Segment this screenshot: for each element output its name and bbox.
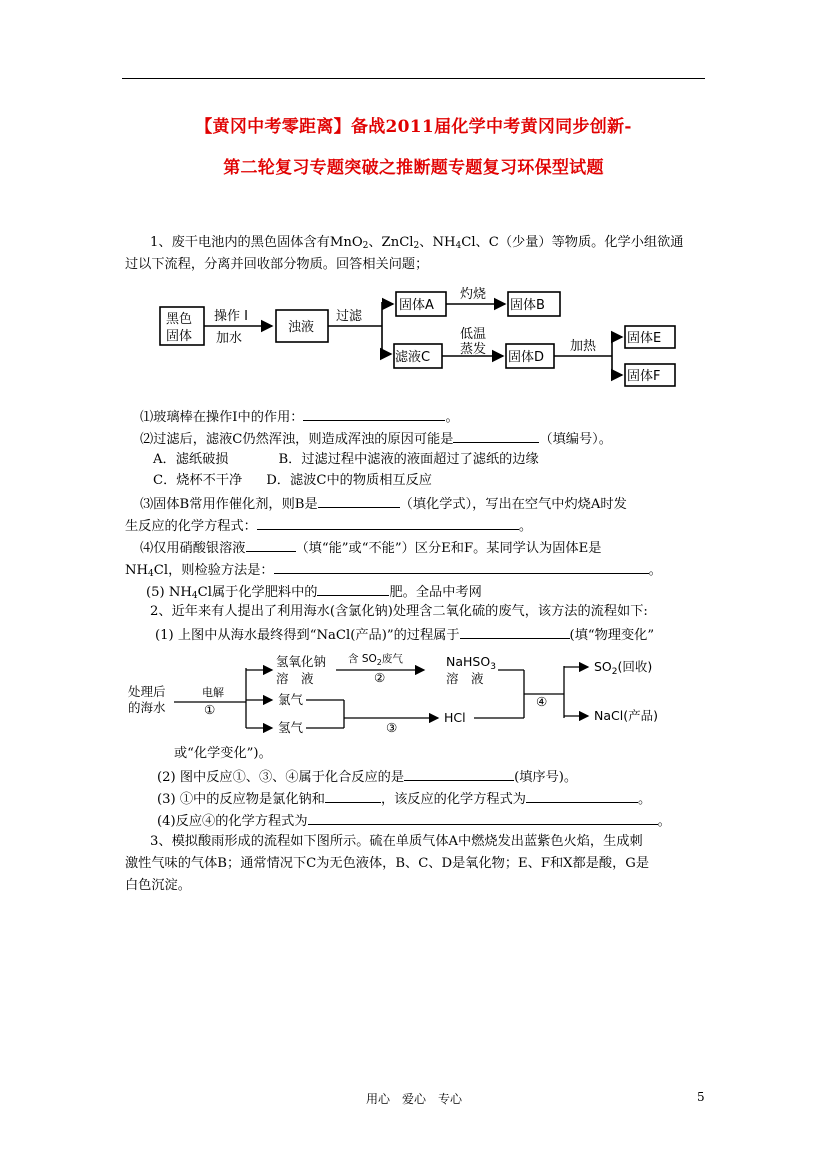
- solidB-label: 固体B: [510, 298, 545, 313]
- nacl-product-label: NaCl(产品): [594, 708, 658, 723]
- answer-blank[interactable]: [404, 767, 514, 781]
- naoh-label-2: 溶 液: [276, 671, 314, 686]
- solidA-label: 固体A: [399, 298, 434, 313]
- turbid-label: 浊液: [288, 320, 315, 335]
- lowtemp-label-1: 低温: [460, 327, 487, 342]
- q3-line-1: 3、模拟酸雨形成的流程如下图所示。硫在单质气体A中燃烧发出蓝紫色火焰，生成刺: [150, 834, 643, 849]
- solidE-label: 固体E: [627, 331, 662, 346]
- page-number: 5: [697, 1090, 705, 1104]
- lowtemp-label-2: 蒸发: [460, 342, 487, 357]
- so2-gas-label: 含 $SO_2$废气: [348, 653, 403, 667]
- answer-blank[interactable]: [246, 538, 296, 552]
- q2-part1-cont: 或“化学变化”)。: [174, 746, 272, 761]
- q1-intro-line-1: 1、废干电池内的黑色固体含有MnO$_2$、ZnCl$_2$、$NH_4Cl$、C（少量）等物质。化学小组欲通: [150, 235, 684, 251]
- seawater-label-2: 的海水: [128, 700, 166, 715]
- q3-line-3: 白色沉淀。: [125, 878, 191, 893]
- filtrateC-label: 滤液C: [395, 350, 431, 365]
- burn-label: 灼烧: [460, 287, 487, 302]
- q1-part4-cont: $NH_4Cl$，则检验方法是： 。: [125, 560, 662, 580]
- q1-intro-line-2: 过以下流程，分离并回收部分物质。回答相关问题；: [125, 257, 429, 272]
- chlorine-label: 氯气: [278, 692, 304, 707]
- q2-flow-diagram: [126, 646, 686, 742]
- footer-slogan: 用心 爱心 专心: [366, 1092, 463, 1106]
- option-c: C．烧杯不干净: [153, 473, 243, 488]
- q2-part2: (2) 图中反应①、③、④属于化合反应的是 (填序号)。: [157, 767, 577, 787]
- filter-label: 过滤: [336, 309, 363, 324]
- answer-blank[interactable]: [325, 789, 381, 803]
- answer-blank[interactable]: [317, 582, 389, 596]
- q1-flow-diagram: [150, 282, 690, 392]
- q1-part4: ⑷仅用硝酸银溶液 （填“能”或“不能”）区分E和F。某同学认为固体E是: [140, 538, 601, 558]
- hcl-label: HCl: [444, 710, 466, 725]
- nahso3-label-1: NaHSO$_3$: [446, 654, 496, 672]
- header-rule: [122, 78, 705, 79]
- answer-blank[interactable]: [308, 811, 658, 825]
- solidD-label: 固体D: [508, 350, 545, 365]
- heat-label: 加热: [570, 339, 597, 354]
- naoh-label-1: 氢氧化钠: [276, 654, 327, 669]
- answer-blank[interactable]: [274, 560, 649, 574]
- answer-blank[interactable]: [526, 789, 638, 803]
- step4-label: ④: [536, 694, 548, 709]
- title-line-2: 第二轮复习专题突破之推断题专题复习环保型试题: [223, 158, 604, 178]
- option-a: A．滤纸破损: [153, 452, 229, 467]
- q2-part3: (3) ①中的反应物是氯化钠和 ，该反应的化学方程式为 。: [157, 789, 651, 809]
- q1-part5: (5) $NH_4Cl$属于化学肥料中的 肥。全品中考网: [146, 582, 482, 602]
- q1-part1: ⑴玻璃棒在操作Ⅰ中的作用： 。: [140, 407, 459, 427]
- q3-line-2: 激性气味的气体B；通常情况下C为无色液体，B、C、D是氧化物；E、F和X都是酸，G是: [125, 856, 650, 871]
- nahso3-label-2: 溶 液: [446, 671, 484, 686]
- start-text-1: 黑色: [166, 312, 193, 327]
- step3-label: ③: [386, 720, 398, 735]
- step1-label: ①: [204, 702, 216, 717]
- answer-blank[interactable]: [257, 516, 519, 530]
- electrolysis-label: 电解: [202, 686, 224, 699]
- q1-part2: ⑵过滤后，滤液C仍然浑浊，则造成浑浊的原因可能是 （填编号）。: [140, 429, 612, 449]
- q2-part1: (1) 上图中从海水最终得到“NaCl(产品)”的过程属于 (填“物理变化”: [155, 625, 654, 645]
- q2-intro: 2、近年来有人提出了利用海水(含氯化钠)处理含二氧化硫的废气，该方法的流程如下:: [150, 604, 648, 619]
- answer-blank[interactable]: [318, 494, 400, 508]
- q1-options-row1: [153, 451, 539, 469]
- water-label: 加水: [216, 331, 243, 346]
- solidF-label: 固体F: [627, 369, 661, 384]
- title-line-1: 【黄冈中考零距离】备战2011届化学中考黄冈同步创新-: [195, 117, 632, 137]
- option-d: D．滤波C中的物质相互反应: [266, 473, 432, 488]
- q1-part3: ⑶固体B常用作催化剂，则B是 （填化学式），写出在空气中灼烧A时发: [140, 494, 627, 514]
- start-text-2: 固体: [166, 329, 193, 344]
- q1-options-row2: [153, 472, 432, 490]
- hydrogen-label: 氢气: [278, 720, 304, 735]
- answer-blank[interactable]: [460, 625, 570, 639]
- seawater-label-1: 处理后: [128, 684, 166, 699]
- step2-label: ②: [374, 670, 386, 685]
- option-b: B．过滤过程中滤液的液面超过了滤纸的边缘: [278, 452, 539, 467]
- so2-recycle-label: $SO_2$(回收): [594, 659, 653, 677]
- op1-label: 操作 I: [214, 309, 248, 324]
- answer-blank[interactable]: [303, 407, 445, 421]
- answer-blank[interactable]: [453, 429, 539, 443]
- q1-part3-cont: 生反应的化学方程式： 。: [125, 516, 532, 536]
- q2-part4: (4)反应④的化学方程式为 。: [157, 811, 671, 831]
